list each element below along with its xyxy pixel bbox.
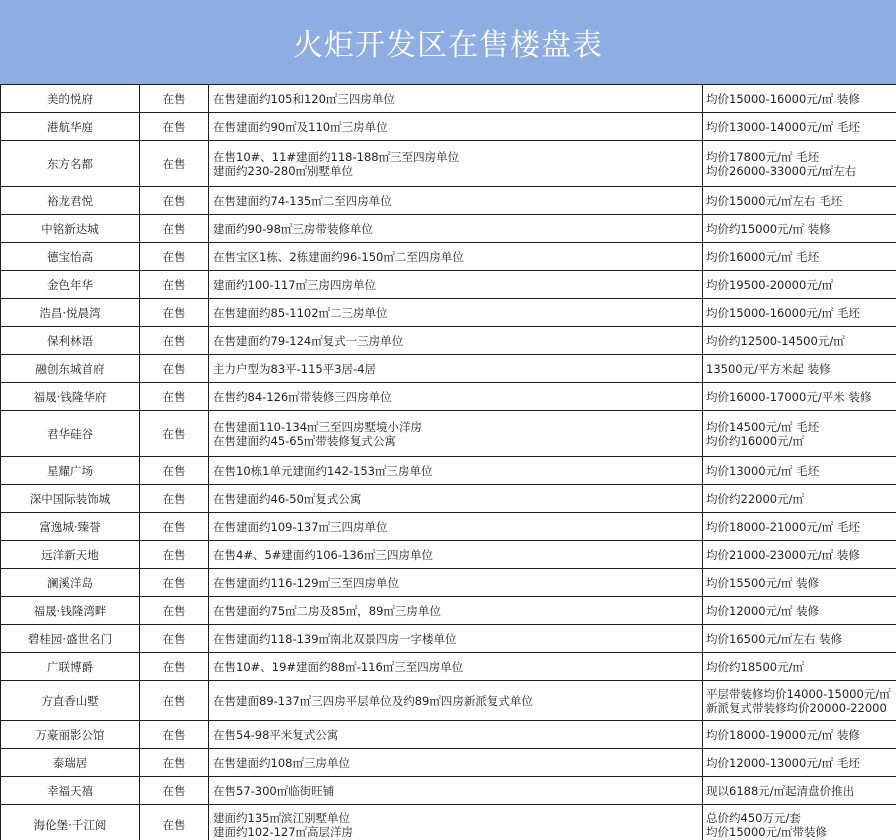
table-row [1, 597, 896, 625]
table-row [1, 749, 896, 777]
table-row [1, 355, 896, 383]
table-row [1, 485, 896, 513]
project-name-cell: 万豪丽影公馆 [1, 721, 140, 749]
price-cell [703, 299, 896, 327]
unit-description-line: 在售建面约108㎡三房单位 [213, 755, 350, 770]
sale-status-cell: 在售 [140, 355, 209, 383]
price-line: 均价12000元/㎡ 装修 [706, 603, 820, 618]
unit-description-cell [209, 805, 703, 840]
project-name-cell: 澜溪洋岛 [1, 569, 140, 597]
page-title: 火炬开发区在售楼盘表 [293, 28, 603, 63]
table-row [1, 625, 896, 653]
unit-description-line: 在售宝区1栋、2栋建面约96-150㎡二至四房单位 [213, 249, 464, 264]
unit-description-cell [209, 85, 703, 113]
unit-description-cell [209, 411, 703, 457]
project-name-cell: 德宝怡高 [1, 243, 140, 271]
price-line: 现以6188元/㎡起清盘价推出 [706, 783, 855, 798]
listing-table [0, 84, 896, 840]
unit-description-line: 在售建面110-134㎡三至四房墅境小洋房 [213, 419, 423, 434]
unit-description-line: 建面约102-127㎡高层洋房 [213, 824, 354, 839]
price-line: 均价16000-17000元/平米 装修 [706, 389, 872, 404]
price-cell [703, 653, 896, 681]
price-cell [703, 85, 896, 113]
table-row [1, 653, 896, 681]
unit-description-cell [209, 513, 703, 541]
price-line: 均价17800元/㎡ 毛坯 [706, 149, 820, 164]
listing-table-body [1, 85, 896, 840]
unit-description-cell [209, 355, 703, 383]
unit-description-cell [209, 299, 703, 327]
price-cell [703, 411, 896, 457]
price-line: 均价14500元/㎡ 毛坯 [706, 419, 820, 434]
project-name-cell: 浩昌·悦晨湾 [1, 299, 140, 327]
price-line: 均价15000元/㎡左右 毛坯 [706, 193, 843, 208]
price-line: 均价13000-14000元/㎡ 毛坯 [706, 119, 860, 134]
unit-description-cell [209, 215, 703, 243]
table-row [1, 805, 896, 840]
unit-description-line: 在售建面约79-124㎡复式一三房单位 [213, 333, 404, 348]
table-row [1, 299, 896, 327]
sale-status-cell: 在售 [140, 569, 209, 597]
unit-description-line: 建面约90-98㎡三房带装修单位 [213, 221, 373, 236]
table-row [1, 383, 896, 411]
unit-description-cell [209, 271, 703, 299]
table-row [1, 243, 896, 271]
unit-description-line: 建面约135㎡滨江别墅单位 [213, 810, 350, 825]
sale-status-cell: 在售 [140, 187, 209, 215]
unit-description-cell [209, 749, 703, 777]
table-row [1, 271, 896, 299]
unit-description-cell [209, 541, 703, 569]
price-line: 均价26000-33000元/㎡左右 [706, 163, 857, 178]
unit-description-line: 在售10栋1单元建面约142-153㎡三房单位 [213, 463, 433, 478]
price-line: 均价18000-19000元/㎡ 装修 [706, 727, 860, 742]
sale-status-cell: 在售 [140, 749, 209, 777]
price-cell [703, 355, 896, 383]
price-line: 均价15500元/㎡ 装修 [706, 575, 820, 590]
sale-status-cell: 在售 [140, 681, 209, 721]
price-cell [703, 457, 896, 485]
sale-status-cell: 在售 [140, 653, 209, 681]
table-row [1, 411, 896, 457]
price-line: 均价15000-16000元/㎡ 装修 [706, 91, 860, 106]
price-line: 均价约15000元/㎡ 装修 [706, 221, 831, 236]
unit-description-cell [209, 569, 703, 597]
price-cell [703, 141, 896, 187]
table-row [1, 327, 896, 355]
sale-status-cell: 在售 [140, 85, 209, 113]
table-row [1, 113, 896, 141]
sale-status-cell: 在售 [140, 805, 209, 840]
project-name-cell: 港航华庭 [1, 113, 140, 141]
price-cell [703, 681, 896, 721]
unit-description-cell [209, 777, 703, 805]
table-row [1, 457, 896, 485]
project-name-cell: 中铭新达城 [1, 215, 140, 243]
unit-description-line: 在售10#、19#建面约88㎡-116㎡三至四房单位 [213, 659, 464, 674]
price-line: 平层带装修均价14000-15000元/㎡ [706, 686, 891, 701]
price-cell [703, 721, 896, 749]
price-line: 13500元/平方米起 装修 [706, 361, 831, 376]
unit-description-line: 在售建面约109-137㎡三四房单位 [213, 519, 388, 534]
unit-description-line: 在售建面89-137㎡三四房平层单位及约89㎡四房新派复式单位 [213, 693, 533, 708]
unit-description-cell [209, 485, 703, 513]
price-cell [703, 271, 896, 299]
project-name-cell: 幸福天禧 [1, 777, 140, 805]
price-cell [703, 215, 896, 243]
project-name-cell: 保利林语 [1, 327, 140, 355]
project-name-cell: 裕龙君悦 [1, 187, 140, 215]
unit-description-cell [209, 597, 703, 625]
project-name-cell: 星耀广场 [1, 457, 140, 485]
project-name-cell: 远洋新天地 [1, 541, 140, 569]
sale-status-cell: 在售 [140, 243, 209, 271]
unit-description-line: 建面约100-117㎡三房四房单位 [213, 277, 377, 292]
unit-description-line: 在售约84-126㎡带装修三四房单位 [213, 389, 392, 404]
table-row [1, 85, 896, 113]
project-name-cell: 泰瑞居 [1, 749, 140, 777]
price-line: 均价15000元/㎡带装修 [706, 824, 827, 839]
price-line: 均价19500-20000元/㎡ [706, 277, 834, 292]
sale-status-cell: 在售 [140, 597, 209, 625]
unit-description-line: 在售建面约90㎡及110㎡三房单位 [213, 119, 388, 134]
unit-description-line: 在售建面约46-50㎡复式公寓 [213, 491, 362, 506]
price-line: 均价16000元/㎡ 毛坯 [706, 249, 820, 264]
sale-status-cell: 在售 [140, 457, 209, 485]
unit-description-line: 建面约230-280㎡别墅单位 [213, 163, 354, 178]
unit-description-line: 在售建面约116-129㎡三至四房单位 [213, 575, 400, 590]
unit-description-line: 在售建面约118-139㎡南北双景四房一字楼单位 [213, 631, 457, 646]
table-row [1, 513, 896, 541]
price-cell [703, 777, 896, 805]
project-name-cell: 方直香山墅 [1, 681, 140, 721]
sale-status-cell: 在售 [140, 513, 209, 541]
sale-status-cell: 在售 [140, 777, 209, 805]
project-name-cell: 东方名都 [1, 141, 140, 187]
unit-description-cell [209, 383, 703, 411]
project-name-cell: 君华硅谷 [1, 411, 140, 457]
price-cell [703, 597, 896, 625]
unit-description-line: 在售4#、5#建面约106-136㎡三四房单位 [213, 547, 433, 562]
table-row [1, 777, 896, 805]
price-cell [703, 625, 896, 653]
project-name-cell: 美的悦府 [1, 85, 140, 113]
unit-description-cell [209, 113, 703, 141]
price-cell [703, 187, 896, 215]
price-line: 均价21000-23000元/㎡ 装修 [706, 547, 860, 562]
unit-description-line: 主力户型为83平-115平3居-4居 [213, 361, 377, 376]
sale-status-cell: 在售 [140, 299, 209, 327]
price-line: 均价约16000元/㎡ [706, 433, 804, 448]
project-name-cell: 福晟·钱隆湾畔 [1, 597, 140, 625]
sale-status-cell: 在售 [140, 141, 209, 187]
price-cell [703, 541, 896, 569]
price-cell [703, 383, 896, 411]
sale-status-cell: 在售 [140, 411, 209, 457]
project-name-cell: 融创东城首府 [1, 355, 140, 383]
table-row [1, 721, 896, 749]
unit-description-line: 在售建面约85-1102㎡二三房单位 [213, 305, 388, 320]
project-name-cell: 碧桂园·盛世名门 [1, 625, 140, 653]
unit-description-cell [209, 653, 703, 681]
project-name-cell: 深中国际装饰城 [1, 485, 140, 513]
price-cell [703, 805, 896, 840]
table-row [1, 141, 896, 187]
price-cell [703, 485, 896, 513]
unit-description-cell [209, 457, 703, 485]
unit-description-line: 在售54-98平米复式公寓 [213, 727, 339, 742]
price-cell [703, 569, 896, 597]
price-line: 均价13000元/㎡ 毛坯 [706, 463, 820, 478]
price-line: 均价16500元/㎡左右 装修 [706, 631, 843, 646]
price-cell [703, 327, 896, 355]
unit-description-line: 在售建面约74-135㎡二至四房单位 [213, 193, 392, 208]
table-row [1, 681, 896, 721]
table-row [1, 569, 896, 597]
unit-description-cell [209, 243, 703, 271]
sale-status-cell: 在售 [140, 327, 209, 355]
price-line: 均价约18500元/㎡ [706, 659, 804, 674]
unit-description-cell [209, 327, 703, 355]
unit-description-line: 在售57-300㎡临街旺铺 [213, 783, 335, 798]
price-line: 均价约22000元/㎡ [706, 491, 804, 506]
table-row [1, 215, 896, 243]
price-cell [703, 513, 896, 541]
sale-status-cell: 在售 [140, 625, 209, 653]
sale-status-cell: 在售 [140, 271, 209, 299]
unit-description-cell [209, 187, 703, 215]
price-line: 均价约12500-14500元/㎡ [706, 333, 845, 348]
project-name-cell: 广联博爵 [1, 653, 140, 681]
unit-description-cell [209, 141, 703, 187]
unit-description-cell [209, 681, 703, 721]
table-row [1, 541, 896, 569]
sale-status-cell: 在售 [140, 215, 209, 243]
project-name-cell: 富逸城·臻誉 [1, 513, 140, 541]
unit-description-line: 在售建面约105和120㎡三四房单位 [213, 91, 395, 106]
sale-status-cell: 在售 [140, 541, 209, 569]
unit-description-line: 在售10#、11#建面约118-188㎡三至四房单位 [213, 149, 460, 164]
unit-description-cell [209, 625, 703, 653]
project-name-cell: 海伦堡·千江阅 [1, 805, 140, 840]
price-cell [703, 749, 896, 777]
listing-table-container [0, 84, 896, 840]
unit-description-line: 在售建面约45-65㎡带装修复式公寓 [213, 433, 396, 448]
project-name-cell: 金色年华 [1, 271, 140, 299]
table-row [1, 187, 896, 215]
price-line: 均价18000-21000元/㎡ 毛坯 [706, 519, 860, 534]
price-cell [703, 243, 896, 271]
price-line: 新派复式带装修均价20000-22000 [706, 700, 887, 715]
unit-description-line: 在售建面约75㎡二房及85㎡，89㎡三房单位 [213, 603, 441, 618]
sale-status-cell: 在售 [140, 721, 209, 749]
title-banner [0, 0, 896, 84]
price-line: 总价约450万元/套 [706, 810, 801, 825]
price-line: 均价15000-16000元/㎡ 毛坯 [706, 305, 860, 320]
sale-status-cell: 在售 [140, 485, 209, 513]
price-cell [703, 113, 896, 141]
sale-status-cell: 在售 [140, 113, 209, 141]
project-name-cell: 福晟·钱隆华府 [1, 383, 140, 411]
price-line: 均价12000-13000元/㎡ 毛坯 [706, 755, 860, 770]
sale-status-cell: 在售 [140, 383, 209, 411]
unit-description-cell [209, 721, 703, 749]
